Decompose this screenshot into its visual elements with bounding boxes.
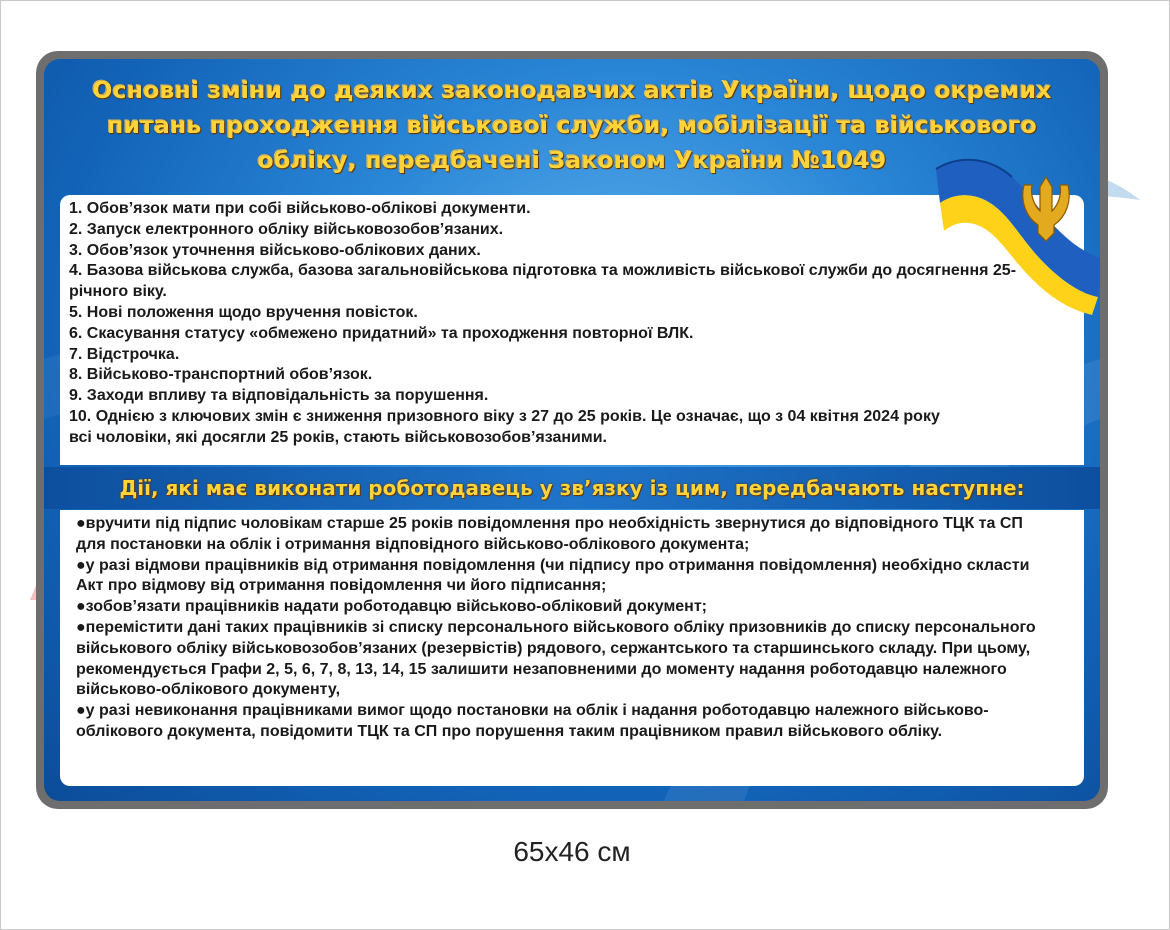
employer-actions-list <box>76 514 1056 743</box>
size-label: 65х46 см <box>513 836 631 867</box>
poster-panel <box>44 59 1100 801</box>
employer-action-item: ● у разі невиконання працівниками вимог щодо постановки на облік і надання роботодавцю належного військово-облікового документа, повідомити ТЦК та СП про порушення таким працівником правил військового обліку. <box>76 701 1056 743</box>
changes-item: 8. Військово-транспортний обов’язок. <box>69 366 373 384</box>
ukraine-emblem <box>932 147 1100 317</box>
changes-item: 7. Відстрочка. <box>69 345 180 363</box>
changes-item: 4. Базова військова служба, базова загальновійськова підготовка та можливість військової служби до досягнення 25-річного віку. <box>69 262 1017 301</box>
changes-item: 10. Однією з ключових змін є зниження призовного віку з 27 до 25 років. Це означає, що з 04 квітня 2024 року <box>69 407 940 425</box>
employer-action-item: ● перемістити дані таких працівників зі списку персонального військового обліку призовників до списку персонального військового обліку військовозобов’язаних (резервістів) рядового, сержантського та старшинського складу. При цьому, рекомендується Графи 2, 5, 6, 7, 8, 13, 14, 15 залишити незаповненими до моменту надання роботодавцю належного військово-облікового документу, <box>76 618 1056 701</box>
changes-item: 5. Нові положення щодо вручення повісток. <box>69 303 418 321</box>
changes-item: 6. Скасування статусу «обмежено придатний» та проходження повторної ВЛК. <box>69 324 694 342</box>
changes-list <box>69 199 1049 449</box>
employer-action-item: ● вручити під підпис чоловікам старше 25 років повідомлення про необхідність звернутися до відповідного ТЦК та СП для постановки на облік і отримання відповідного військово-облікового документа; <box>76 514 1056 556</box>
ukraine-flag-icon <box>936 160 1100 315</box>
changes-item: 9. Заходи впливу та відповідальність за порушення. <box>69 387 489 405</box>
poster-title: Основні зміни до деяких законодавчих актів України, щодо окремих питань проходження військової служби, мобілізації та військового обліку, передбачені Законом України №1049 <box>92 76 1052 174</box>
employer-action-item: ● зобов’язати працівників надати роботодавцю військово-обліковий документ; <box>76 597 1056 618</box>
changes-item: 1. Обов’язок мати при собі військово-облікові документи. <box>69 200 531 217</box>
changes-item: 3. Обов’язок уточнення військово-облікових даних. <box>69 241 481 259</box>
changes-item: всі чоловіки, які досягли 25 років, стають військовозобов’язаними. <box>69 428 607 446</box>
employer-heading: Дії, які має виконати роботодавець у зв’язку із цим, передбачають наступне: <box>119 476 1025 500</box>
employer-action-item: ● у разі відмови працівників від отримання повідомлення (чи підпису про отримання повідомлення) необхідно скласти Акт про відмову від отримання повідомлення чи його підписання; <box>76 556 1056 598</box>
changes-item: 2. Запуск електронного обліку військовозобов’язаних. <box>69 220 504 238</box>
